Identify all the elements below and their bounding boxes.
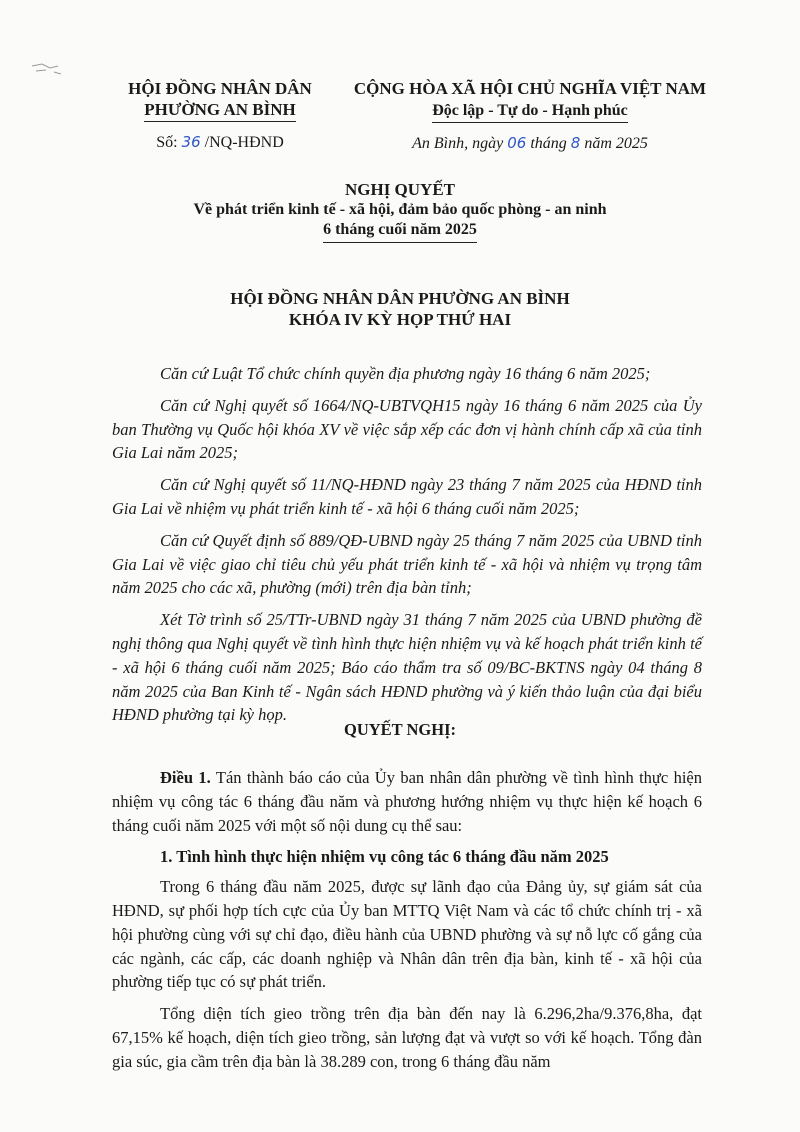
national-header — [340, 78, 720, 154]
org-name-line2: PHƯỜNG AN BÌNH — [144, 99, 295, 122]
article-1-paragraph — [112, 766, 702, 837]
article-1 — [112, 766, 702, 1074]
paragraph-2: Tổng diện tích gieo trồng trên địa bàn đến nay là 6.296,2ha/9.376,8ha, đạt 67,15% kế hoạch, diện tích gieo trồng, sản lượng đạt và vượt so với kế hoạch. Tổng đàn gia súc, gia cầm trên địa bàn là 38.289 con, trong 6 tháng đầu năm — [112, 1004, 702, 1071]
legal-basis-3: Căn cứ Nghị quyết số 11/NQ-HĐND ngày 23 tháng 7 năm 2025 của HĐND tỉnh Gia Lai về nhiệm vụ phát triển kinh tế - xã hội 6 tháng cuối năm 2025; — [112, 475, 702, 518]
council-line1: HỘI ĐỒNG NHÂN DÂN PHƯỜNG AN BÌNH — [230, 289, 570, 308]
so-prefix: Số: — [156, 134, 178, 151]
title-line3: 6 tháng cuối năm 2025 — [323, 220, 477, 243]
title-line2: Về phát triển kinh tế - xã hội, đảm bảo quốc phòng - an ninh — [193, 201, 607, 218]
legal-bases — [112, 362, 702, 727]
title-line1: NGHỊ QUYẾT — [344, 180, 456, 199]
legal-basis-2: Căn cứ Nghị quyết số 1664/NQ-UBTVQH15 ngày 16 tháng 6 năm 2025 của Ủy ban Thường vụ Quốc hội khóa XV về việc sắp xếp các đơn vị hành chính cấp xã của tỉnh Gia Lai năm 2025; — [112, 395, 702, 463]
date-month-handwritten: 8 — [570, 134, 581, 152]
article-1-text: Tán thành báo cáo của Ủy ban nhân dân phường về tình hình thực hiện nhiệm vụ công tác 6 tháng đầu năm và phương hướng nhiệm vụ thực hiện kế hoạch 6 tháng cuối năm 2025 với một số nội dung cụ thể sau: — [112, 768, 702, 835]
issuing-body — [100, 78, 340, 153]
legal-basis-4: Căn cứ Quyết định số 889/QĐ-UBND ngày 25 tháng 7 năm 2025 của UBND tỉnh Gia Lai về việc giao chỉ tiêu chủ yếu phát triển kinh tế - xã hội và nhiệm vụ trọng tâm năm 2025 cho các xã, phường (mới) trên địa bàn tỉnh; — [112, 530, 702, 598]
paragraph-1: Trong 6 tháng đầu năm 2025, được sự lãnh đạo của Đảng ủy, sự giám sát của HĐND, sự phối hợp tích cực của Ủy ban MTTQ Việt Nam và các tổ chức chính trị - xã hội phường cùng với sự chỉ đạo, điều hành của UBND phường và sự nỗ lực cố gắng của các ngành, các cấp, các doanh nghiệp và Nhân dân trên địa bàn, kinh tế - xã hội của phường tiếp tục có sự phát triển. — [112, 877, 702, 992]
legal-basis-1: Căn cứ Luật Tổ chức chính quyền địa phương ngày 16 tháng 6 năm 2025; — [160, 364, 651, 383]
document-number — [100, 132, 340, 153]
council-line2: KHÓA IV KỲ HỌP THỨ HAI — [288, 310, 512, 329]
national-motto: Độc lập - Tự do - Hạnh phúc — [432, 100, 628, 123]
legal-basis-5: Xét Tờ trình số 25/TTr-UBND ngày 31 tháng 7 năm 2025 của UBND phường đề nghị thông qua Nghị quyết về tình hình thực hiện nhiệm vụ và kế hoạch phát triển kinh tế - xã hội 6 tháng cuối năm 2025; Báo cáo thẩm tra số 09/BC-BKTNS ngày 04 tháng 8 năm 2025 của Ban Kinh tế - Ngân sách HĐND phường và ý kiến thảo luận của đại biểu HĐND phường tại kỳ họp. — [112, 610, 702, 725]
article-1-label: Điều 1. — [160, 768, 211, 787]
date-line — [340, 133, 720, 154]
scan-smudge-icon — [30, 60, 64, 78]
section-1-heading: 1. Tình hình thực hiện nhiệm vụ công tác 6 tháng đầu năm 2025 — [160, 847, 609, 867]
decide-heading: QUYẾT NGHỊ: — [343, 720, 456, 739]
country-name: CỘNG HÒA XÃ HỘI CHỦ NGHĨA VIỆT NAM — [353, 79, 707, 98]
date-day-handwritten: 06 — [507, 134, 527, 152]
resolution-title — [90, 180, 710, 243]
date-month-word: tháng — [530, 135, 567, 152]
date-place: An Bình, ngày — [412, 135, 504, 152]
so-suffix: /NQ-HĐND — [204, 134, 284, 151]
so-number-handwritten: 36 — [181, 133, 201, 151]
council-heading — [90, 288, 710, 330]
org-name-line1: HỘI ĐỒNG NHÂN DÂN — [128, 79, 312, 98]
date-year: năm 2025 — [584, 135, 648, 152]
